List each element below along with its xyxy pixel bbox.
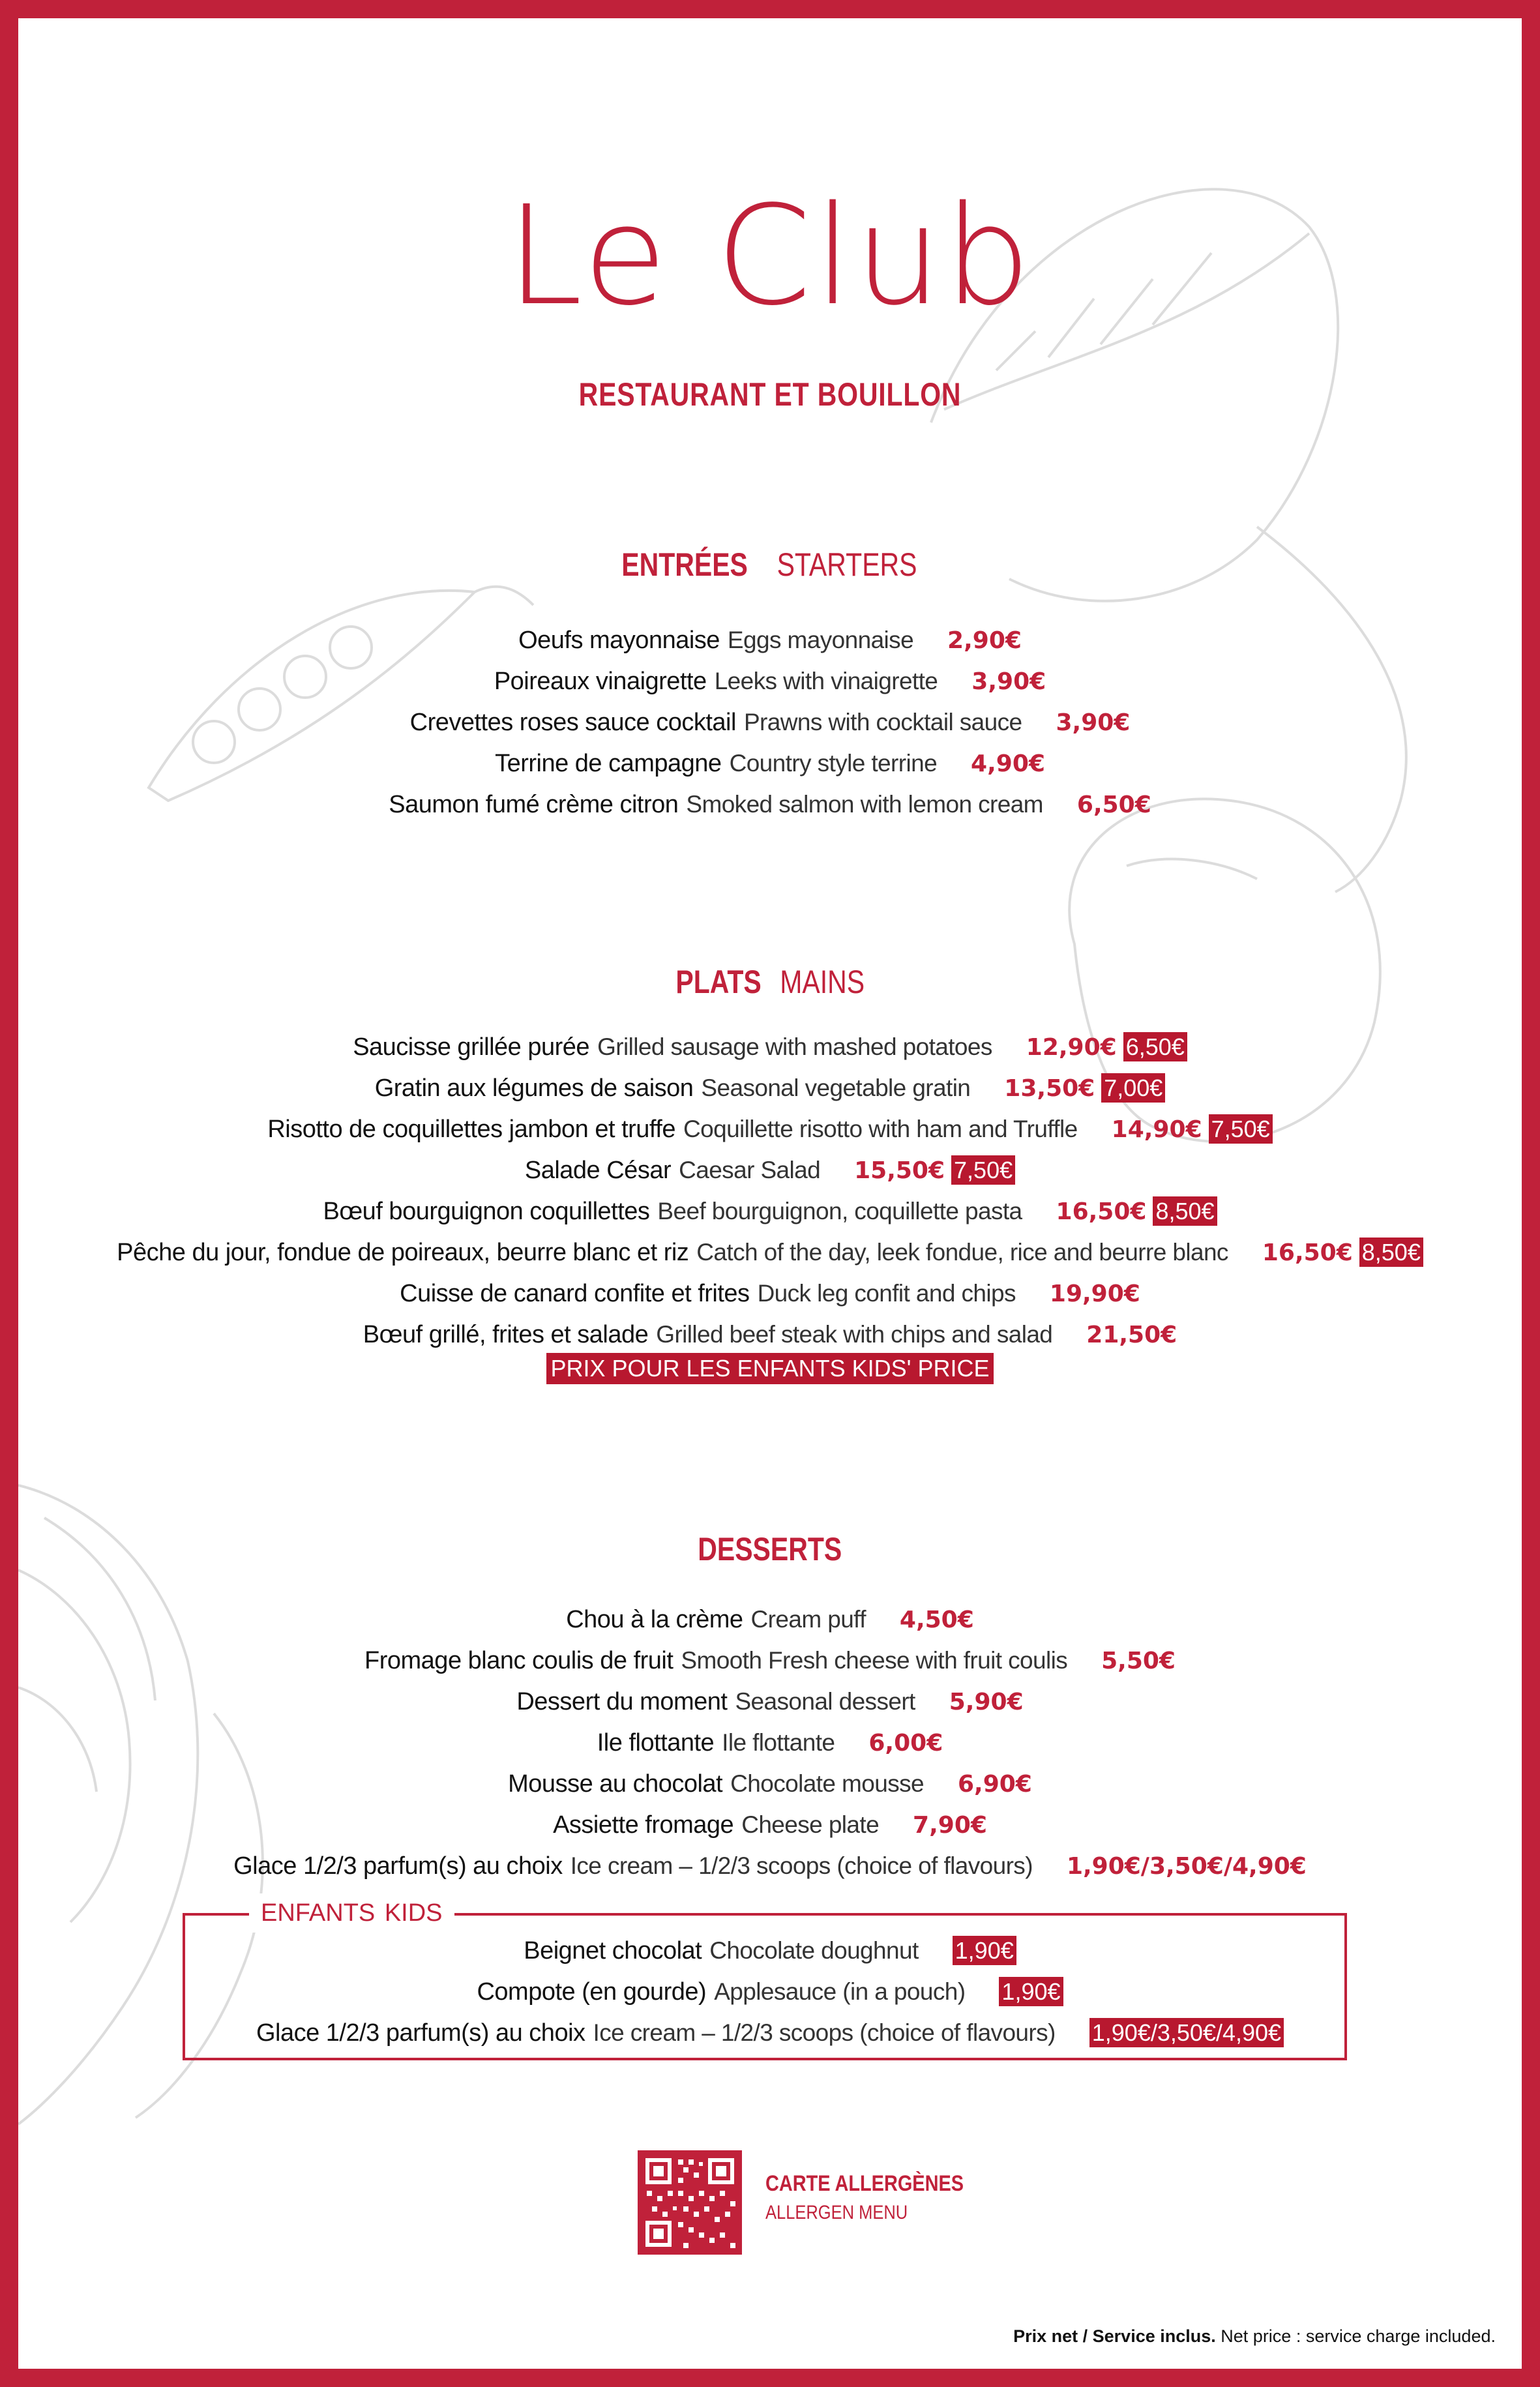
menu-item bbox=[18, 1971, 1522, 2012]
item-name-en: Seasonal dessert bbox=[735, 1688, 915, 1715]
item-price: 19,90€ bbox=[1049, 1281, 1140, 1307]
footer-note bbox=[1013, 2326, 1496, 2347]
item-price: 16,50€ bbox=[1056, 1198, 1147, 1225]
menu-item bbox=[18, 619, 1522, 660]
item-name-en: Cream puff bbox=[750, 1606, 866, 1633]
menu-item bbox=[18, 1149, 1522, 1191]
item-name-fr: Dessert du moment bbox=[516, 1688, 728, 1715]
item-name-fr: Bœuf grillé, frites et salade bbox=[363, 1321, 649, 1348]
item-name-en: Ile flottante bbox=[722, 1729, 835, 1756]
section-title-starters bbox=[18, 545, 1522, 584]
item-name-en: Caesar Salad bbox=[679, 1157, 821, 1183]
item-name-en: Smoked salmon with lemon cream bbox=[686, 791, 1043, 818]
item-name-en: Duck leg confit and chips bbox=[757, 1280, 1016, 1307]
item-price: 3,90€ bbox=[1056, 709, 1131, 736]
section-title-fr: DESSERTS bbox=[698, 1531, 842, 1567]
item-name-fr: Glace 1/2/3 parfum(s) au choix bbox=[233, 1852, 563, 1880]
section-title-mains bbox=[18, 962, 1522, 1001]
qr-code-icon bbox=[638, 2150, 742, 2255]
item-name-en: Cheese plate bbox=[741, 1811, 880, 1838]
item-price: 1,90€/3,50€/4,90€ bbox=[1066, 1853, 1307, 1880]
item-price: 4,90€ bbox=[971, 750, 1045, 777]
item-name-fr: Terrine de campagne bbox=[495, 750, 722, 777]
item-name-fr: Glace 1/2/3 parfum(s) au choix bbox=[256, 2019, 585, 2047]
kids-price-badge: 7,50€ bbox=[951, 1155, 1015, 1185]
item-name-fr: Pêche du jour, fondue de poireaux, beurre blanc et riz bbox=[117, 1239, 689, 1266]
restaurant-name: Le Club bbox=[506, 176, 1034, 336]
item-name-en: Beef bourguignon, coquillette pasta bbox=[657, 1198, 1022, 1224]
menu-item bbox=[18, 1232, 1522, 1273]
item-name-fr: Compote (en gourde) bbox=[477, 1978, 707, 2006]
mains-list bbox=[18, 1026, 1522, 1355]
item-price: 5,50€ bbox=[1101, 1648, 1176, 1674]
kids-price-badge: 1,90€ bbox=[999, 1977, 1063, 2006]
section-title-fr: ENTRÉES bbox=[621, 546, 748, 583]
item-price: 6,00€ bbox=[868, 1730, 943, 1757]
item-name-en: Chocolate mousse bbox=[730, 1770, 924, 1797]
item-name-fr: Poireaux vinaigrette bbox=[494, 668, 707, 695]
kids-price-badge: 8,50€ bbox=[1153, 1196, 1217, 1226]
item-price: 7,90€ bbox=[913, 1812, 987, 1839]
menu-item bbox=[18, 2012, 1522, 2053]
menu-item bbox=[18, 1273, 1522, 1314]
item-name-en: Prawns with cocktail sauce bbox=[743, 709, 1022, 735]
item-name-en: Applesauce (in a pouch) bbox=[714, 1978, 966, 2005]
menu-item bbox=[18, 1681, 1522, 1722]
item-name-fr: Beignet chocolat bbox=[524, 1937, 702, 1964]
item-name-fr: Bœuf bourguignon coquillettes bbox=[323, 1198, 650, 1225]
kids-price-badge: 8,50€ bbox=[1359, 1238, 1423, 1267]
item-name-fr: Oeufs mayonnaise bbox=[518, 627, 720, 654]
item-name-en: Grilled beef steak with chips and salad bbox=[656, 1321, 1053, 1348]
menu-item bbox=[18, 1108, 1522, 1149]
item-name-fr: Chou à la crème bbox=[566, 1606, 743, 1633]
menu-item bbox=[18, 1804, 1522, 1845]
item-price: 12,90€ bbox=[1026, 1034, 1117, 1061]
kids-price-badge: 7,50€ bbox=[1209, 1114, 1273, 1144]
item-name-fr: Mousse au chocolat bbox=[508, 1770, 723, 1798]
item-price: 4,50€ bbox=[899, 1607, 974, 1633]
item-price: 21,50€ bbox=[1086, 1322, 1177, 1348]
allergen-qr-code[interactable] bbox=[638, 2150, 742, 2255]
section-title-en: STARTERS bbox=[777, 546, 917, 583]
item-name-fr: Assiette fromage bbox=[553, 1811, 734, 1839]
kids-price-legend-text: PRIX POUR LES ENFANTS KIDS' PRICE bbox=[546, 1353, 993, 1384]
item-name-en: Smooth Fresh cheese with fruit coulis bbox=[681, 1647, 1068, 1674]
section-title-en: MAINS bbox=[780, 964, 865, 1000]
kids-box-title bbox=[249, 1893, 454, 1933]
item-price: 5,90€ bbox=[949, 1689, 1024, 1715]
item-name-fr: Crevettes roses sauce cocktail bbox=[409, 709, 736, 736]
menu-item bbox=[18, 702, 1522, 743]
menu-item bbox=[18, 1845, 1522, 1886]
item-price: 3,90€ bbox=[971, 668, 1046, 695]
allergen-label-en: ALLERGEN MENU bbox=[765, 2202, 908, 2223]
item-price: 15,50€ bbox=[854, 1157, 945, 1184]
menu-item bbox=[18, 1067, 1522, 1108]
starters-list bbox=[18, 619, 1522, 825]
item-name-fr: Gratin aux légumes de saison bbox=[374, 1075, 694, 1102]
item-price: 14,90€ bbox=[1111, 1116, 1202, 1143]
item-price: 13,50€ bbox=[1004, 1075, 1095, 1102]
item-name-en: Grilled sausage with mashed potatoes bbox=[597, 1033, 992, 1060]
kids-price-badge: 6,50€ bbox=[1123, 1032, 1187, 1061]
item-price: 16,50€ bbox=[1262, 1239, 1353, 1266]
menu-item bbox=[18, 1930, 1522, 1971]
item-name-fr: Cuisse de canard confite et frites bbox=[400, 1280, 750, 1307]
allergen-menu-label bbox=[765, 2169, 999, 2227]
menu-item bbox=[18, 1722, 1522, 1763]
menu-item bbox=[18, 784, 1522, 825]
item-name-fr: Risotto de coquillettes jambon et truffe bbox=[267, 1116, 675, 1143]
item-name-en: Coquillette risotto with ham and Truffle bbox=[683, 1116, 1078, 1142]
item-price: 6,50€ bbox=[1076, 792, 1151, 818]
desserts-list bbox=[18, 1599, 1522, 1886]
item-price: 6,90€ bbox=[957, 1771, 1032, 1798]
menu-item bbox=[18, 743, 1522, 784]
menu-item bbox=[18, 1191, 1522, 1232]
footer-note-text: Net price : service charge included. bbox=[1221, 2326, 1496, 2346]
restaurant-subtitle: RESTAURANT ET BOUILLON bbox=[578, 376, 962, 413]
kids-box-title-en: KIDS bbox=[384, 1899, 443, 1927]
item-name-fr: Fromage blanc coulis de fruit bbox=[364, 1647, 674, 1674]
kids-list bbox=[18, 1930, 1522, 2053]
item-name-en: Chocolate doughnut bbox=[709, 1937, 919, 1964]
menu-item bbox=[18, 1763, 1522, 1804]
section-title-desserts bbox=[18, 1530, 1522, 1569]
menu-item bbox=[18, 1640, 1522, 1681]
item-name-fr: Saumon fumé crème citron bbox=[389, 791, 679, 818]
kids-price-badge: 1,90€/3,50€/4,90€ bbox=[1089, 2018, 1284, 2047]
kids-price-badge: 7,00€ bbox=[1101, 1073, 1165, 1103]
allergen-label-fr: CARTE ALLERGÈNES bbox=[765, 2171, 964, 2196]
item-name-en: Ice cream – 1/2/3 scoops (choice of flavours) bbox=[570, 1852, 1033, 1879]
item-name-fr: Salade César bbox=[524, 1157, 672, 1184]
menu-item bbox=[18, 660, 1522, 702]
section-title-fr: PLATS bbox=[675, 964, 762, 1000]
kids-box-title-fr: ENFANTS bbox=[261, 1899, 376, 1927]
menu-item bbox=[18, 1314, 1522, 1355]
item-name-en: Eggs mayonnaise bbox=[727, 627, 914, 653]
item-name-en: Seasonal vegetable gratin bbox=[701, 1075, 971, 1101]
menu-item bbox=[18, 1599, 1522, 1640]
item-name-en: Ice cream – 1/2/3 scoops (choice of flavours) bbox=[593, 2019, 1056, 2046]
item-price: 2,90€ bbox=[947, 627, 1022, 654]
kids-price-legend bbox=[18, 1353, 1522, 1384]
menu-item bbox=[18, 1026, 1522, 1067]
item-name-en: Catch of the day, leek fondue, rice and beurre blanc bbox=[696, 1239, 1228, 1266]
item-name-fr: Saucisse grillée purée bbox=[353, 1033, 590, 1061]
item-name-en: Leeks with vinaigrette bbox=[714, 668, 938, 694]
footer-note-bold: Prix net / Service inclus. bbox=[1013, 2326, 1216, 2346]
item-name-fr: Ile flottante bbox=[597, 1729, 715, 1757]
item-name-en: Country style terrine bbox=[729, 750, 938, 777]
kids-price-badge: 1,90€ bbox=[953, 1936, 1016, 1965]
